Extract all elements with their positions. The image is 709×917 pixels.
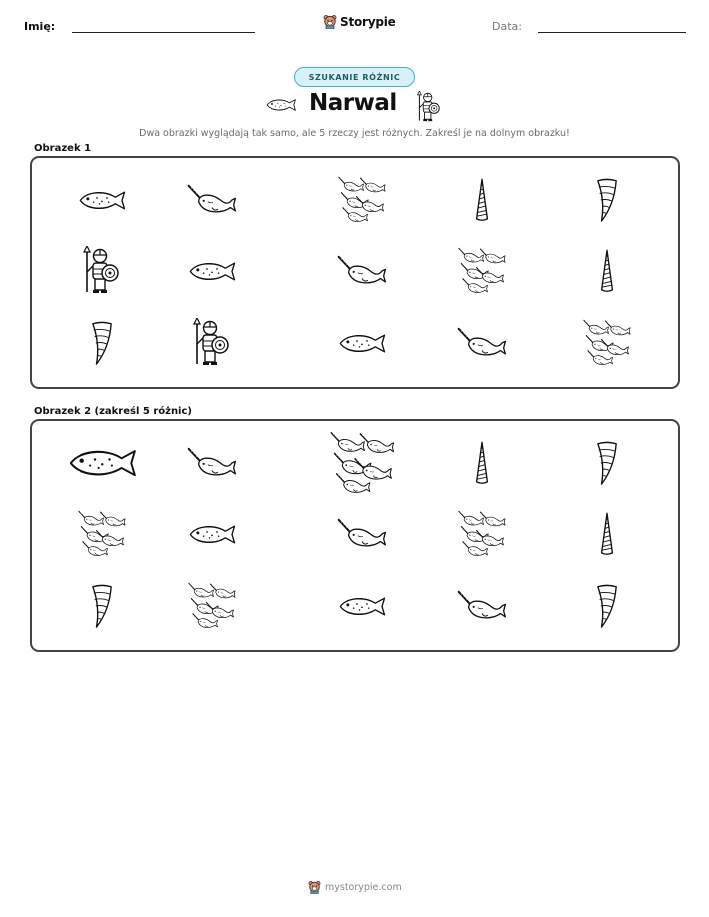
curved-horn-icon[interactable] [596, 583, 618, 629]
narwhal-group-icon [583, 319, 631, 367]
name-label: Imię: [24, 20, 56, 33]
narwhal-icon [457, 326, 507, 360]
narwhal-icon[interactable] [337, 517, 387, 551]
brand-name: Storypie [340, 14, 396, 29]
bear-icon [308, 880, 321, 894]
narwhal-group-icon[interactable] [78, 510, 126, 558]
fish-icon[interactable] [187, 522, 237, 547]
date-label: Data: [492, 20, 522, 33]
narwhal-icon[interactable] [187, 446, 237, 480]
curved-horn-icon [596, 177, 618, 223]
fish-icon[interactable] [337, 594, 387, 619]
knight-icon [82, 246, 122, 296]
narwhal-group-icon [338, 176, 386, 224]
date-line[interactable] [538, 32, 686, 33]
knight-icon [192, 318, 232, 368]
activity-badge: SZUKANIE RÓŻNIC [294, 67, 415, 87]
knight-icon [416, 91, 442, 127]
page-title: Narwal [309, 90, 397, 116]
spiral-horn-icon [473, 177, 491, 223]
storypie-logo [323, 14, 396, 29]
fish-icon[interactable] [66, 445, 139, 481]
picture-1-label: Obrazek 1 [34, 143, 92, 154]
picture-2-label: Obrazek 2 (zakreśl 5 różnic) [34, 406, 192, 417]
narwhal-icon[interactable] [457, 589, 507, 623]
narwhal-group-icon[interactable] [188, 582, 236, 630]
fish-icon [187, 259, 237, 284]
curved-horn-icon[interactable] [91, 583, 113, 629]
fish-icon [337, 331, 387, 356]
spiral-horn-icon [598, 248, 616, 294]
spiral-horn-icon[interactable] [598, 511, 616, 557]
narwhal-group-icon[interactable] [458, 510, 506, 558]
fish-icon [265, 96, 297, 118]
fish-icon [77, 188, 127, 213]
curved-horn-icon [91, 320, 113, 366]
picture-1-panel [30, 156, 680, 389]
narwhal-icon [187, 183, 237, 217]
name-line[interactable] [72, 32, 255, 33]
narwhal-icon [337, 254, 387, 288]
narwhal-group-icon [458, 247, 506, 295]
spiral-horn-icon[interactable] [473, 440, 491, 486]
bear-icon [323, 14, 337, 29]
footer-url: mystorypie.com [325, 881, 402, 893]
narwhal-group-icon[interactable] [330, 431, 395, 496]
footer [308, 880, 402, 894]
picture-2-panel[interactable] [30, 419, 680, 652]
instructions: Dwa obrazki wyglądają tak samo, ale 5 rzeczy jest różnych. Zakreśl je na dolnym obrazku! [139, 128, 570, 139]
curved-horn-icon[interactable] [596, 440, 618, 486]
